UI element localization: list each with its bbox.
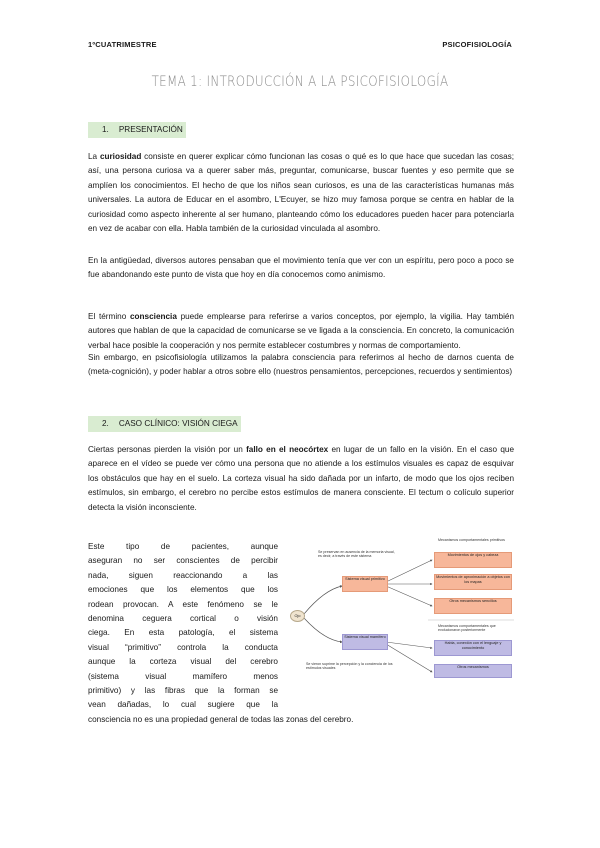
text-line: denomina ceguera cortical o visión	[88, 614, 278, 624]
text-line: visual “primitivo” controla la conducta	[88, 642, 278, 652]
text-line: aunque la corteza visual del cerebro	[88, 657, 278, 667]
arrow-primitive-out3	[386, 586, 432, 606]
text-run: El término	[88, 312, 130, 321]
section-heading-caso-clinico	[88, 416, 241, 432]
section-heading-presentacion	[88, 122, 186, 138]
mammal-system-box: Sistema visual mamífero	[342, 634, 388, 650]
text-line: emociones que los elementos que los	[88, 585, 278, 595]
text-run: La	[88, 152, 100, 161]
top-note: Se preservan en ausencia de la memoria visual, es decir, a través de este sistema	[318, 550, 395, 559]
section-number: 2.	[102, 419, 109, 428]
paragraph-metacognicion: Sin embargo, en psicofisiología utilizamos la palabra consciencia para referirnos al hecho de darnos cuenta de (meta-cognición), y poder hablar a otros sobre ello (nuestros pensamientos, percepciones, recuerdos y sentimientos)	[88, 353, 514, 377]
text-line: (sistema visual mamífero menos	[88, 671, 278, 681]
text-line: rodean provocan. A este fenómeno se le	[88, 599, 278, 609]
visual-systems-diagram	[288, 538, 514, 686]
output-box: Otros mecanismos	[434, 664, 512, 678]
section-label: CASO CLÍNICO: VISIÓN CIEGA	[118, 419, 238, 428]
output-box: Habla, conexión con el lenguaje y conocimiento	[434, 640, 512, 656]
bold-term: fallo en el neocórtex	[246, 445, 329, 454]
paragraph-vision-ciega	[88, 443, 514, 515]
page-title: TEMA 1: INTRODUCCIÓN A LA PSICOFISIOLOGÍA	[151, 74, 449, 90]
arrow-primitive-out1	[386, 560, 432, 582]
paragraph-animismo: En la antigüedad, diversos autores pensaban que el movimiento tenía que ver con un espíritu, pero poco a poco se fue abandonando este punto de vista que hoy en día conocemos como animismo.	[88, 256, 514, 280]
text-line: ciega. En esta patología, el sistema	[88, 628, 278, 638]
paragraph-ceguera-cortical	[88, 540, 278, 713]
paragraph-consciencia	[88, 310, 514, 353]
primitive-system-box: Sistema visual primitivo	[342, 576, 388, 592]
text-line: Este tipo de pacientes, aunque	[88, 542, 278, 551]
header-right: PSICOFISIOLOGÍA	[442, 40, 512, 49]
eye-icon: Ojo	[290, 610, 305, 622]
section-number: 1.	[102, 125, 109, 134]
arrow-eye-mammal	[304, 618, 342, 642]
paragraph-curiosidad	[88, 150, 514, 236]
text-line: vean dañadas, lo cual sugiere que la	[88, 700, 278, 710]
output-box: Movimientos de aproximación a objetos con los mapas	[434, 574, 512, 590]
bold-term: consciencia	[130, 312, 177, 321]
output-box: Otros mecanismos sencillos	[434, 598, 512, 614]
bottom-note: Se vieron suprime la percepción y la conciencia de los estímulos visuales	[306, 662, 393, 671]
bold-term: curiosidad	[99, 152, 142, 161]
header-left: 1ºCUATRIMESTRE	[88, 40, 157, 49]
head-mammal: Mecanismos comportamentales que evolucionaron posteriormente	[438, 624, 496, 633]
text-line: primitivo) y las fibras que la forman se	[88, 686, 278, 696]
arrow-eye-primitive	[304, 586, 342, 614]
paragraph-conclusion: consciencia no es una propiedad general de todas las zonas del cerebro.	[88, 715, 354, 724]
text-line: nada, siguen reaccionando a las	[88, 570, 278, 580]
section-label: PRESENTACIÓN	[118, 125, 183, 134]
output-box: Movimientos de ojos y cabeza	[434, 552, 512, 568]
head-primitive: Mecanismos comportamentales primitivos	[438, 538, 505, 542]
text-run: en lugar de un fallo en la visión. En el caso que aparece en el vídeo se puede ver cómo una persona que no atiende a los estímulos visuales es capaz de esquivar los obstáculos que hay en el suelo. La corteza visual ha sido dañada por un infarto, de modo que los ojos reciben estímulos, sin embargo, el cerebro no percibe estos estímulos de manera consciente. El tectum o colículo superior detecta la visión inconsciente.	[88, 445, 515, 512]
text-line: aseguran no ser conscientes de percibir	[88, 556, 278, 566]
text-run: Ciertas personas pierden la visión por un	[88, 445, 247, 454]
text-run: puede emplearse para referirse a varios conceptos, por ejemplo, la vigilia. Hay también autores que hablan de que la capacidad de comunicarse se ve ligada a la consciencia. En concreto, la comunicación verbal hace posible la cooperación y nos permite establecer costumbres y normas de comportamiento.	[88, 312, 514, 350]
text-run: consiste en querer explicar cómo funcionan las cosas o qué es lo que hace que sucedan las cosas; así, una persona curiosa va a querer saber más, preguntar, comunicarse, buscar fuentes y eso permite que se amplíen los conocimientos. El hecho de que los niños sean curiosos, es una de las características humanas más universales. La autora de Educar en el asombro, L'Ecuyer, se hizo muy famosa porque se centra en hablar de la curiosidad como aspecto inherente al ser humano, planteando cómo los educadores pueden hacer para potenciarla en vez de acabar con ella. Habla también de la curiosidad vinculada al asombro.	[88, 152, 514, 234]
arrow-mammal-out1	[386, 642, 432, 648]
